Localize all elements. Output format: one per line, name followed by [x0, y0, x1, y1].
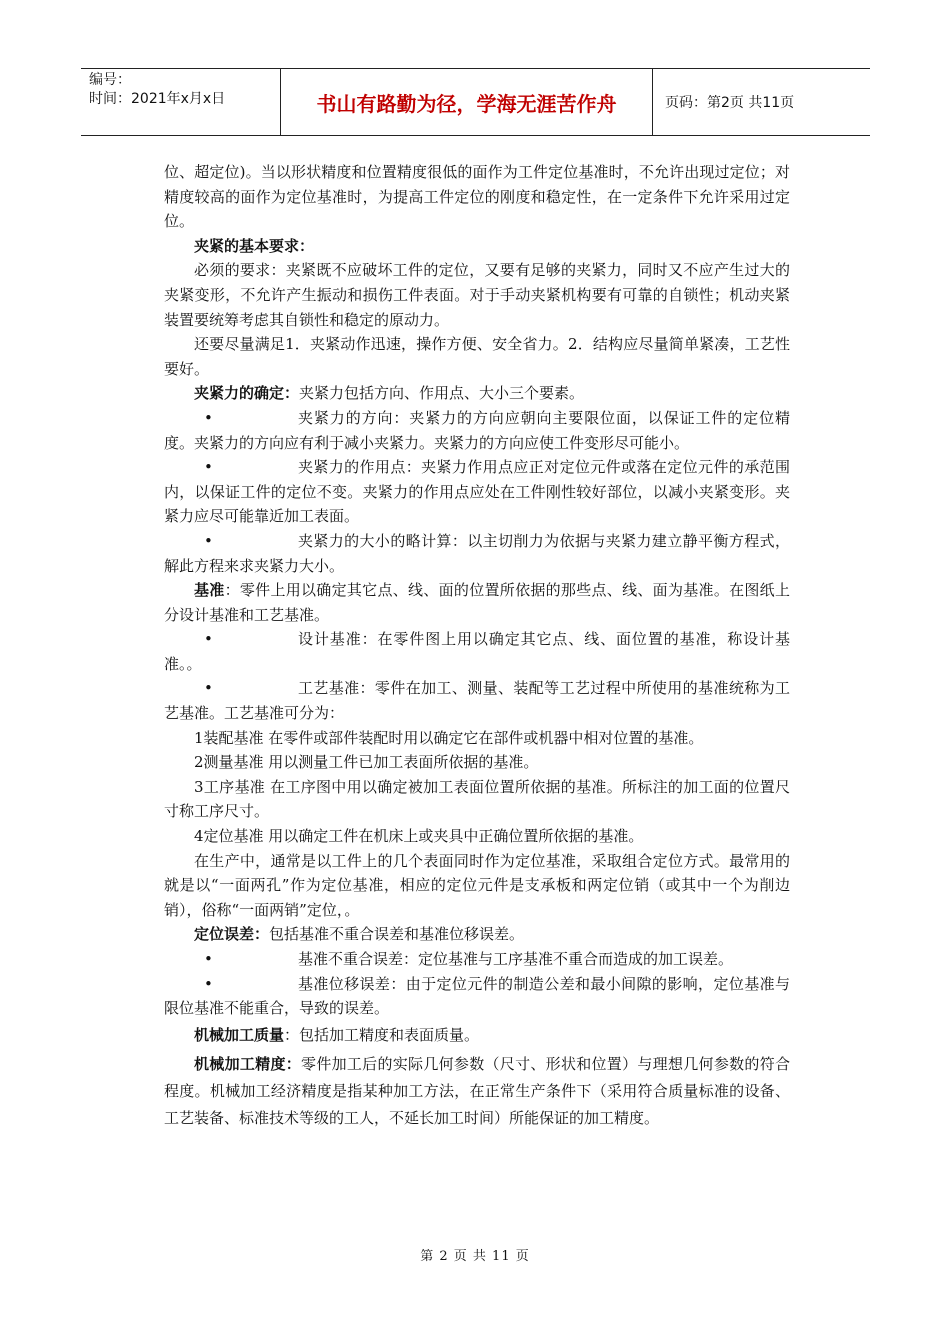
bullet-icon: •	[204, 630, 213, 649]
bullet-icon: •	[204, 950, 213, 968]
bullet-icon: •	[204, 531, 213, 550]
section-heading: 夹紧力的确定：	[194, 384, 300, 403]
bullet-icon: •	[204, 408, 213, 427]
paragraph	[164, 922, 790, 947]
bullet-text: 夹紧力的大小的略计算：以主切削力为依据与夹紧力建立静平衡方程式，解此方程来求夹紧力大小。	[164, 531, 790, 575]
paragraph-text: 包括基准不重合误差和基准位移误差。	[269, 925, 525, 944]
numbered-item: 1装配基准 在零件或部件装配时用以确定它在部件或机器中相对位置的基准。	[194, 728, 704, 747]
bullet-item	[164, 627, 790, 676]
section-heading: 机械加工质量	[194, 1025, 285, 1044]
bullet-item	[164, 529, 790, 578]
header-page-code: 页码：第2页 共11页	[665, 95, 795, 111]
paragraph-text: ：包括加工精度和表面质量。	[284, 1025, 480, 1044]
section-heading: 机械加工精度：	[194, 1055, 302, 1074]
bullet-item	[164, 972, 790, 1021]
paragraph	[164, 1023, 790, 1048]
bullet-item	[164, 406, 790, 455]
paragraph	[164, 381, 790, 406]
numbered-item: 3工序基准 在工序图中用以确定被加工表面位置所依据的基准。所标注的加工面的位置尺寸称工序尺寸。	[164, 777, 790, 821]
document-body	[164, 160, 790, 1132]
page-footer: 第 2 页 共 11 页	[420, 1249, 530, 1264]
header-time-label: 时间：2021年x月x日	[89, 91, 226, 107]
paragraph-text: 零件加工后的实际几何参数（尺寸、形状和位置）与理想几何参数的符合程度。机械加工经济精度是指某种加工方法，在正常生产条件下（采用符合质量标准的设备、工艺装备、标准技术等级的工人，不延长加工时间）所能保证的加工精度。	[164, 1055, 790, 1128]
section-heading: 基准	[194, 581, 225, 600]
section-heading: 夹紧的基本要求：	[194, 236, 315, 255]
paragraph: 在生产中，通常是以工件上的几个表面同时作为定位基准，采取组合定位方式。最常用的就是以“一面两孔”作为定位基准，相应的定位元件是支承板和两定位销（或其中一个为削边销），俗称“一面两销”定位，。	[164, 851, 790, 919]
paragraph: 还要尽量满足1．夹紧动作迅速，操作方便、安全省力。2．结构应尽量简单紧凑，工艺性要好。	[164, 335, 790, 378]
paragraph	[164, 1051, 790, 1132]
page-header	[81, 68, 870, 136]
header-motto: 书山有路勤为径，学海无涯苦作舟	[281, 69, 653, 135]
bullet-text: 夹紧力的作用点：夹紧力作用点应正对定位元件或落在定位元件的承范围内，以保证工件的定位不变。夹紧力的作用点应处在工件刚性较好部位，以减小夹紧变形。夹紧力应尽可能靠近加工表面。	[164, 458, 790, 526]
bullet-icon: •	[204, 458, 213, 477]
bullet-text: 工艺基准：零件在加工、测量、装配等工艺过程中所使用的基准统称为工艺基准。工艺基准可分为：	[164, 679, 790, 723]
numbered-item: 4定位基准 用以确定工件在机床上或夹具中正确位置所依据的基准。	[194, 827, 644, 846]
numbered-item: 2测量基准 用以测量工件已加工表面所依据的基准。	[194, 753, 539, 772]
bullet-text: 设计基准：在零件图上用以确定其它点、线、面位置的基准，称设计基准。。	[164, 630, 790, 673]
paragraph: 位、超定位)。当以形状精度和位置精度很低的面作为工件定位基准时，不允许出现过定位；对精度较高的面作为定位基准时，为提高工件定位的刚度和稳定性，在一定条件下允许采用过定位。	[164, 163, 790, 231]
header-meta	[81, 69, 281, 135]
paragraph	[164, 578, 790, 627]
bullet-text: 基准位移误差：由于定位元件的制造公差和最小间隙的影响，定位基准与限位基准不能重合，导致的误差。	[164, 974, 790, 1018]
bullet-item	[164, 455, 790, 529]
bullet-item	[164, 947, 790, 972]
bullet-text: 夹紧力的方向：夹紧力的方向应朝向主要限位面，以保证工件的定位精度。夹紧力的方向应有利于减小夹紧力。夹紧力的方向应使工件变形尽可能小。	[164, 408, 790, 452]
section-heading: 定位误差：	[194, 925, 270, 944]
header-number-label: 编号：	[89, 72, 131, 88]
paragraph: 必须的要求：夹紧既不应破坏工件的定位，又要有足够的夹紧力，同时又不应产生过大的夹紧变形，不允许产生振动和损伤工件表面。对于手动夹紧机构要有可靠的自锁性；机动夹紧装置要统筹考虑其自锁性和稳定的原动力。	[164, 261, 790, 329]
paragraph-text: ：零件上用以确定其它点、线、面的位置所依据的那些点、线、面为基准。在图纸上分设计基准和工艺基准。	[164, 581, 790, 624]
bullet-item	[164, 676, 790, 725]
bullet-icon: •	[204, 974, 213, 993]
paragraph-text: 夹紧力包括方向、作用点、大小三个要素。	[299, 384, 585, 403]
bullet-icon: •	[204, 679, 213, 698]
bullet-text: 基准不重合误差：定位基准与工序基准不重合而造成的加工误差。	[298, 950, 734, 968]
